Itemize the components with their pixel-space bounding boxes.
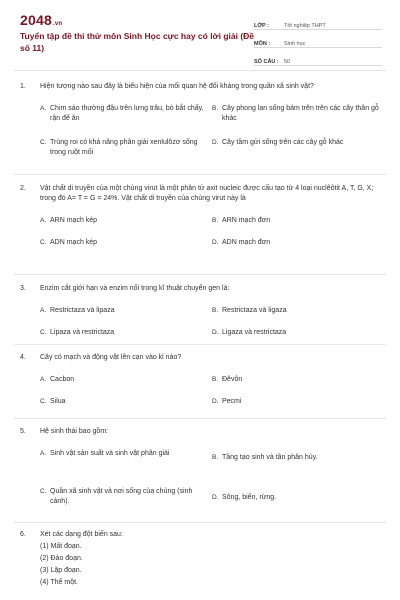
question-stem: Vật chất di truyền của một chủng virut là một phân tử axit nucleic được cấu tạo từ 4 loại nuclêôtit A, T, G, X; trong đó A= T = G = 24%. Vật chất di truyền của chủng virut này là [40,185,374,202]
option-text: Cây phong lan sống bám trên trên các cây thân gỗ khác [222,105,379,122]
list-item: (4) Thể một. [40,579,78,586]
options [40,294,380,338]
option-a[interactable] [40,375,210,385]
meta-count-row [254,50,382,66]
site-logo[interactable]: 2048.vn [20,12,63,28]
option-text: Sinh vật sản suất và sinh vật phân giải [50,450,170,457]
option-label: A. [40,450,47,457]
option-c[interactable] [40,238,210,248]
meta-subject-value: Sinh học [284,41,306,47]
option-b[interactable] [212,216,382,226]
option-text: Cây tầm gửi sống trên các cây gỗ khác [222,139,344,146]
question-divider [14,344,386,345]
option-label: D. [212,239,219,246]
option-label: D. [212,398,219,405]
option-c[interactable] [40,487,210,507]
option-d[interactable] [212,238,382,248]
question-divider [14,174,386,175]
option-label: D. [212,329,219,336]
question-3 [20,284,380,338]
option-text: Sông, biển, rừng. [222,494,277,501]
option-text: Chim sáo thường đậu trên lưng trâu, bò bắt chấy, rận để ăn [50,105,204,122]
option-text: Restrictaza và ligaza [222,307,287,314]
question-number: 3. [20,285,26,292]
question-stem: Xét các dạng đột biến sau: [40,531,123,538]
meta-subject-row [254,32,382,48]
question-number: 6. [20,531,26,538]
option-text: Silua [50,398,66,405]
option-text: ADN mạch kép [50,239,98,246]
question-number: 4. [20,354,26,361]
options [40,437,380,513]
option-d[interactable] [212,328,382,338]
meta-subject-key: MÔN : [254,41,271,47]
question-stem: Cây có mạch và động vật lên cạn vào kỉ nào? [40,354,182,361]
question-stem: Hiện tượng nào sau đây là biểu hiện của mối quan hệ đối kháng trong quần xã sinh vật? [40,83,314,90]
option-label: D. [212,139,219,146]
option-c[interactable] [40,138,210,158]
option-text: Ligaza và restrictaza [222,329,287,336]
option-label: A. [40,376,47,383]
option-label: B. [212,376,219,383]
option-b[interactable] [212,306,382,316]
option-text: Cacbon [50,376,75,383]
option-d[interactable] [212,138,382,148]
option-text: Đêvôn [222,376,243,383]
option-a[interactable] [40,216,210,226]
option-text: Tầng tạo sinh và tần phân hủy. [222,454,318,461]
option-label: A. [40,217,47,224]
list-item: (3) Lặp đoạn. [40,567,82,574]
question-4 [20,353,380,407]
question-number: 2. [20,185,26,192]
question-stem: Hệ sinh thái bao gồm: [40,428,109,435]
exam-meta [254,14,382,68]
question-divider [14,274,386,275]
meta-class-key: LỚP : [254,23,269,29]
option-text: Lipaza và restrictaza [50,329,115,336]
options [40,363,380,407]
option-label: C. [40,239,47,246]
option-c[interactable] [40,328,210,338]
option-label: B. [212,105,219,112]
option-label: A. [40,307,47,314]
question-2 [20,184,380,248]
option-text: ARN mạch kép [50,217,98,224]
option-label: D. [212,494,219,501]
meta-count-value: 50 [284,59,291,65]
header-divider [14,70,386,71]
options [40,204,380,248]
options [40,92,380,156]
option-text: Quần xã sinh vật và nơi sống của chúng (sinh cảnh). [50,488,193,505]
option-label: C. [40,398,47,405]
list-item: (2) Đảo đoạn. [40,555,83,562]
option-label: C. [40,488,47,495]
option-d[interactable] [212,493,382,503]
option-label: A. [40,105,47,112]
question-5 [20,427,380,513]
question-number: 1. [20,83,26,90]
option-a[interactable] [40,306,210,316]
meta-class-row [254,14,382,30]
option-text: Restrictaza và lipaza [50,307,115,314]
option-a[interactable] [40,104,210,124]
option-label: B. [212,307,219,314]
option-label: C. [40,329,47,336]
option-text: Trùng roi có khả năng phân giải xenlulôzơ sống trong ruột mối [50,139,198,156]
question-divider [14,522,386,523]
option-b[interactable] [212,104,382,124]
question-divider [14,418,386,419]
option-text: Pecmi [222,398,242,405]
option-text: ADN mạch đơn [222,239,271,246]
meta-count-key: SỐ CÂU : [254,59,279,65]
question-6 [20,530,380,589]
question-1 [20,82,380,156]
exam-title: Tuyển tập đề thi thử môn Sinh Học cực hay có lời giải (Đề số 11) [20,31,255,53]
option-label: B. [212,217,219,224]
option-a[interactable] [40,449,210,459]
list-item: (1) Mất đoạn. [40,543,82,550]
option-label: B. [212,454,219,461]
question-stem: Enzim cắt giới hạn và enzim nối trong kĩ thuật chuyển gen là: [40,285,230,292]
option-c[interactable] [40,397,210,407]
question-number: 5. [20,428,26,435]
option-label: C. [40,139,47,146]
option-b[interactable] [212,375,382,385]
meta-class-value: Tốt nghiệp THPT [284,23,326,29]
option-text: ARN mạch đơn [222,217,271,224]
option-d[interactable] [212,397,382,407]
option-b[interactable] [212,453,382,463]
mutation-list [20,541,380,589]
